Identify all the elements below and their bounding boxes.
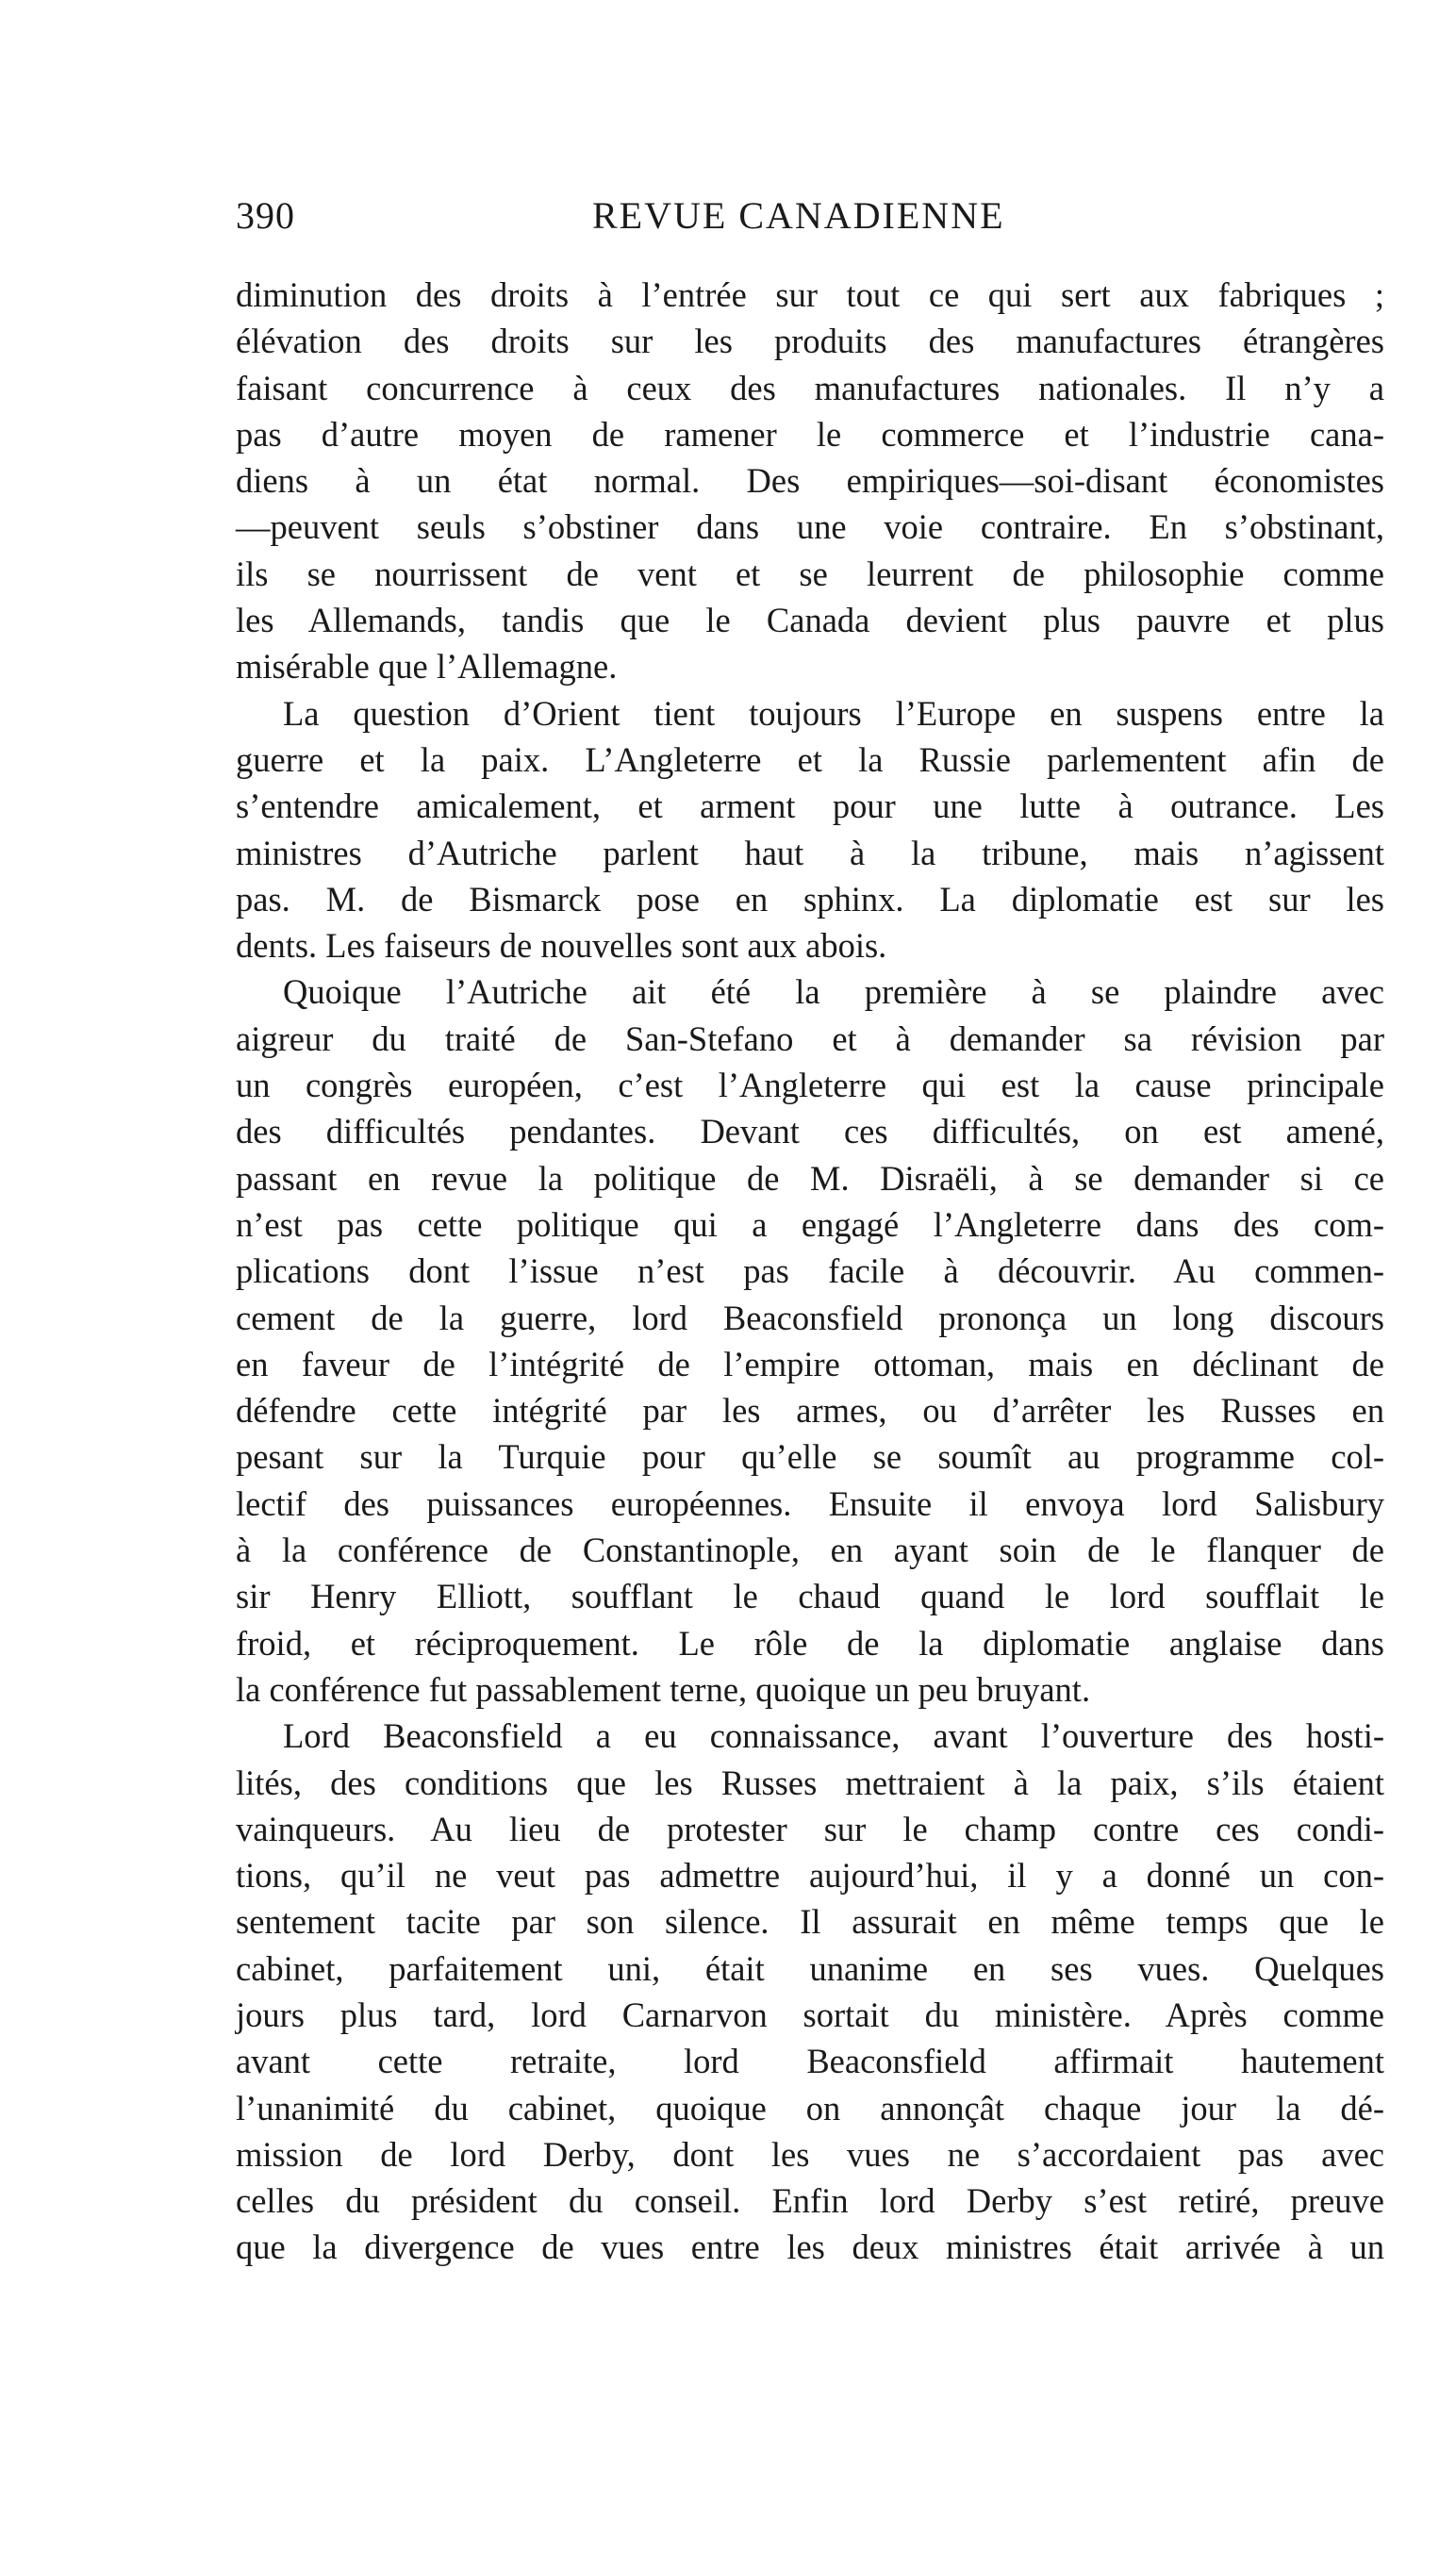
text-line: —peuvent seuls s’obstiner dans une voie contraire. En s’obstinant,: [236, 507, 1384, 547]
text-line: la conférence fut passablement terne, quoique un peu bruyant.: [236, 1669, 1091, 1709]
text-line: diens à un état normal. Des empiriques—soi-disant économistes: [236, 461, 1384, 501]
text-line: plications dont l’issue n’est pas facile à découvrir. Au commen-: [236, 1251, 1384, 1291]
text-line: les Allemands, tandis que le Canada devient plus pauvre et plus: [236, 601, 1384, 640]
text-line: celles du président du conseil. Enfin lord Derby s’est retiré, preuve: [236, 2181, 1384, 2221]
text-line: avant cette retraite, lord Beaconsfield affirmait hautement: [236, 2042, 1384, 2081]
text-line: un congrès européen, c’est l’Angleterre qui est la cause principale: [236, 1066, 1384, 1105]
text-line: aigreur du traité de San-Stefano et à demander sa révision par: [236, 1018, 1384, 1058]
text-line: cement de la guerre, lord Beaconsfield prononça un long discours: [236, 1298, 1384, 1337]
text-line: s’entendre amicalement, et arment pour une lutte à outrance. Les: [236, 787, 1384, 826]
text-line: l’unanimité du cabinet, quoique on annonçât chaque jour la dé-: [236, 2088, 1384, 2128]
text-line: guerre et la paix. L’Angleterre et la Russie parlementent afin de: [236, 739, 1384, 779]
text-line: que la divergence de vues entre les deux ministres était arrivée à un: [236, 2227, 1384, 2267]
text-line: sir Henry Elliott, soufflant le chaud quand le lord soufflait le: [236, 1577, 1384, 1616]
page-header: [224, 193, 1394, 250]
text-line: à la conférence de Constantinople, en ayant soin de le flanquer de: [236, 1531, 1384, 1570]
body-text: [236, 272, 1384, 2271]
paragraph: [236, 1713, 1384, 2271]
paragraph: [236, 690, 1384, 969]
text-line: défendre cette intégrité par les armes, ou d’arrêter les Russes en: [236, 1391, 1384, 1431]
text-line: ministres d’Autriche parlent haut à la tribune, mais n’agissent: [236, 833, 1384, 872]
text-line: sentement tacite par son silence. Il assurait en même temps que le: [236, 1902, 1384, 1942]
text-line: diminution des droits à l’entrée sur tout ce qui sert aux fabriques ;: [236, 275, 1384, 314]
text-line: La question d’Orient tient toujours l’Europe en suspens entre la: [283, 693, 1384, 733]
paragraph: [236, 969, 1384, 1713]
text-line: Quoique l’Autriche ait été la première à se plaindre avec: [283, 972, 1384, 1012]
text-line: Lord Beaconsfield a eu connaissance, avant l’ouverture des hosti-: [283, 1716, 1384, 1756]
text-line: lectif des puissances européennes. Ensuite il envoya lord Salisbury: [236, 1483, 1384, 1523]
text-line: mission de lord Derby, dont les vues ne s’accordaient pas avec: [236, 2134, 1384, 2174]
text-line: cabinet, parfaitement uni, était unanime en ses vues. Quelques: [236, 1948, 1384, 1988]
text-line: tions, qu’il ne veut pas admettre aujourd’hui, il y a donné un con-: [236, 1856, 1384, 1896]
page-number: 390: [236, 194, 295, 237]
paragraph: [236, 272, 1384, 690]
running-title: REVUE CANADIENNE: [592, 194, 1005, 237]
text-line: pas d’autre moyen de ramener le commerce et l’industrie cana-: [236, 414, 1384, 454]
text-line: élévation des droits sur les produits des manufactures étrangères: [236, 322, 1384, 361]
text-line: misérable que l’Allemagne.: [236, 647, 618, 687]
text-line: lités, des conditions que les Russes mettraient à la paix, s’ils étaient: [236, 1763, 1384, 1802]
text-line: pesant sur la Turquie pour qu’elle se soumît au programme col-: [236, 1437, 1384, 1477]
text-line: faisant concurrence à ceux des manufactures nationales. Il n’y a: [236, 368, 1384, 407]
text-line: jours plus tard, lord Carnarvon sortait du ministère. Après comme: [236, 1995, 1384, 2034]
text-line: pas. M. de Bismarck pose en sphinx. La diplomatie est sur les: [236, 879, 1384, 919]
text-line: vainqueurs. Au lieu de protester sur le champ contre ces condi-: [236, 1809, 1384, 1848]
text-line: des difficultés pendantes. Devant ces difficultés, on est amené,: [236, 1112, 1384, 1151]
text-line: ils se nourrissent de vent et se leurrent de philosophie comme: [236, 554, 1384, 593]
text-line: dents. Les faiseurs de nouvelles sont aux abois.: [236, 926, 887, 966]
text-line: en faveur de l’intégrité de l’empire ottoman, mais en déclinant de: [236, 1344, 1384, 1383]
text-line: froid, et réciproquement. Le rôle de la diplomatie anglaise dans: [236, 1623, 1384, 1663]
text-line: n’est pas cette politique qui a engagé l’Angleterre dans des com-: [236, 1204, 1384, 1244]
text-line: passant en revue la politique de M. Disraëli, à se demander si ce: [236, 1158, 1384, 1198]
